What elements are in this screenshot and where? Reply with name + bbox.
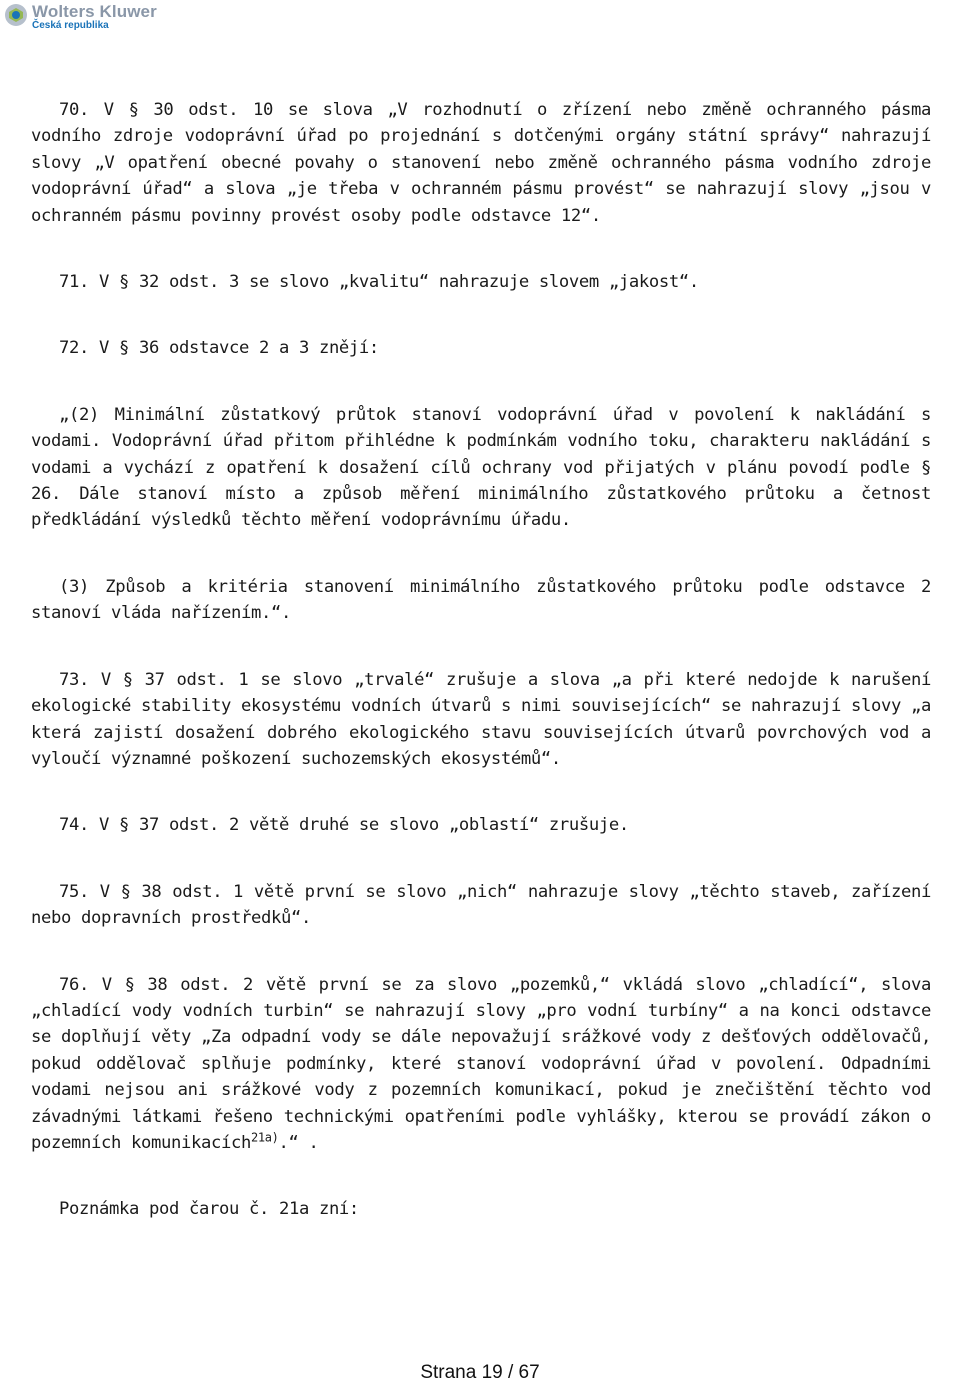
paragraph-76 (31, 972, 931, 1157)
page-number: Strana 19 / 67 (420, 1362, 540, 1383)
wolters-kluwer-logo-icon (4, 3, 28, 27)
logo-subtitle: Česká republika (32, 20, 109, 31)
paragraph-75: 75. V § 38 odst. 1 větě první se slovo „nich“ nahrazuje slovy „těchto staveb, zařízení nebo dopravních prostředků“. (31, 881, 931, 929)
paragraph-71: 71. V § 32 odst. 3 se slovo „kvalitu“ nahrazuje slovem „jakost“. (59, 272, 699, 293)
publisher-logo (4, 3, 157, 31)
paragraph-36-3: (3) Způsob a kritéria stanovení minimálního zůstatkového průtoku podle odstavce 2 stanoví vláda nařízením.“. (31, 576, 931, 624)
paragraph-76-text: 76. V § 38 odst. 2 větě první se za slovo „pozemků,“ vkládá slovo „chladící“, slova „chladící vody vodních turbin“ se nahrazují slovy „pro vodní turbíny“ a na konci odstavce se doplňují věty „Za odpadní vody se dále nepovažují srážkové vody z dešťových oddělovačů, pokud oddělovač splňuje podmínky, které stanoví vodoprávní úřad v povolení. Odpadními vodami nejsou ani srážkové vody z pozemních komunikací, pokud je znečištění těchto vod závadnými látkami řešeno technickými opatřeními podle vyhlášky, kterou se provádí zákon o pozemních komunikacích (31, 974, 931, 1153)
paragraph-76-tail: .“ . (278, 1132, 319, 1153)
logo-name: Wolters Kluwer (32, 2, 157, 21)
paragraph-36-2: „(2) Minimální zůstatkový průtok stanoví vodoprávní úřad v povolení k nakládání s vodami. Vodoprávní úřad přitom přihlédne k podmínkám vodního toku, charakteru nakládání s vodami a vychází z opatření k dosažení cílů ochrany vod přijatých v plánu povodí podle § 26. Dále stanoví místo a způsob měření minimálního zůstatkového průtoku a četnost předkládání výsledků těchto měření vodoprávnímu úřadu. (31, 404, 931, 531)
footnote-reference: 21a) (250, 1130, 279, 1145)
paragraph-72: 72. V § 36 odstavce 2 a 3 znějí: (59, 338, 379, 359)
paragraph-73: 73. V § 37 odst. 1 se slovo „trvalé“ zrušuje a slova „a při které nedojde k narušení ekologické stability ekosystému vodních útvarů s nimi souvisejících“ se nahrazují slovy „a která zajistí dosažení dobrého ekologického stavu souvisejících útvarů povrchových vod a vyloučí významné poškození suchozemských ekosystémů“. (31, 669, 931, 769)
document-body (31, 97, 931, 1263)
paragraph-70: 70. V § 30 odst. 10 se slova „V rozhodnutí o zřízení nebo změně ochranného pásma vodního zdroje vodoprávní úřad po projednání s dotčenými orgány státní správy“ nahrazují slovy „V opatření obecné povahy o stanovení nebo změně ochranného pásma vodního zdroje vodoprávní úřad“ a slova „je třeba v ochranném pásmu provést“ se nahrazují slovy „jsou v ochranném pásmu povinny provést osoby podle odstavce 12“. (31, 100, 931, 226)
paragraph-74: 74. V § 37 odst. 2 větě druhé se slovo „oblastí“ zrušuje. (59, 815, 629, 836)
footnote-heading: Poznámka pod čarou č. 21a zní: (59, 1199, 359, 1220)
